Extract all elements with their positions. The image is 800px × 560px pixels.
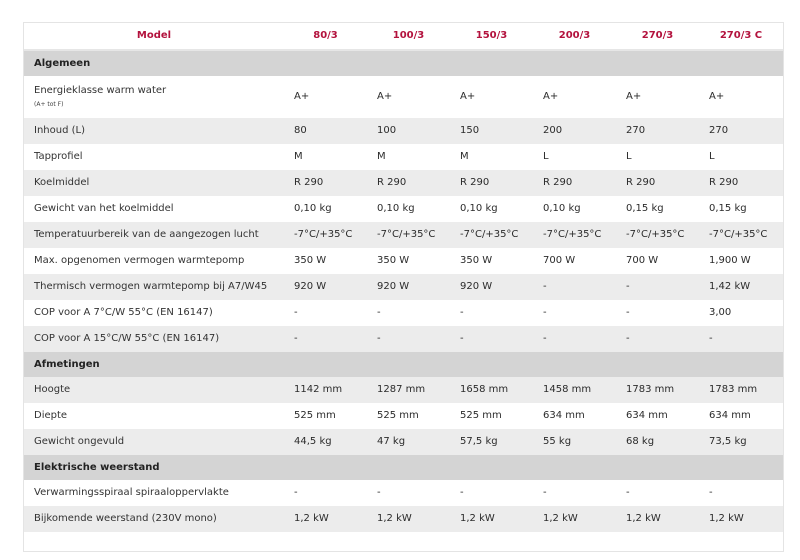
table-cell: 1,2 kW [450,506,533,532]
row-label: Inhoud (L) [24,118,284,144]
table-cell: 525 mm [284,403,367,429]
table-row [24,300,783,326]
table-row [24,274,783,300]
row-label: Koelmiddel [24,170,284,196]
table-cell: 920 W [284,274,367,300]
row-label: Max. opgenomen vermogen warmtepomp [24,248,284,274]
column-header-270-3: 270/3 [616,23,699,50]
table-cell: 150 [450,118,533,144]
column-header-270-3-c: 270/3 C [699,23,783,50]
section-title: Elektrische weerstand [24,455,783,480]
row-label: Diepte [24,403,284,429]
table-cell: 700 W [616,248,699,274]
table-cell: 350 W [284,248,367,274]
table-cell: 200 [533,118,616,144]
table-cell: R 290 [533,170,616,196]
row-label: Tapprofiel [24,144,284,170]
row-label: COP voor A 7°C/W 55°C (EN 16147) [24,300,284,326]
table-header-row [24,23,783,50]
table-cell: - [616,326,699,352]
table-cell: - [367,300,450,326]
table-cell: 1658 mm [450,377,533,403]
table-row [24,403,783,429]
table-cell: -7°C/+35°C [533,222,616,248]
table-cell: A+ [367,76,450,118]
table-cell: -7°C/+35°C [367,222,450,248]
table-cell: R 290 [699,170,783,196]
column-header-150-3: 150/3 [450,23,533,50]
table-cell: 55 kg [533,429,616,455]
table-cell: 1,42 kW [699,274,783,300]
table-cell: 1,2 kW [284,506,367,532]
table-cell: 68 kg [616,429,699,455]
table-cell: - [284,300,367,326]
column-header-200-3: 200/3 [533,23,616,50]
row-label: Temperatuurbereik van de aangezogen lucht [24,222,284,248]
table-cell: 1,900 W [699,248,783,274]
table-row [24,326,783,352]
table-cell: A+ [533,76,616,118]
table-cell: 0,10 kg [284,196,367,222]
table-cell: A+ [616,76,699,118]
table-cell: R 290 [284,170,367,196]
table-cell: 0,15 kg [616,196,699,222]
table-row [24,118,783,144]
table-row [24,506,783,532]
table-cell: 700 W [533,248,616,274]
table-cell: -7°C/+35°C [284,222,367,248]
row-label: Gewicht ongevuld [24,429,284,455]
row-label: Verwarmingsspiraal spiraaloppervlakte [24,480,284,506]
table-cell: A+ [450,76,533,118]
table-cell: - [284,326,367,352]
table-cell: -7°C/+35°C [450,222,533,248]
table-cell: L [533,144,616,170]
table-cell: 270 [699,118,783,144]
table-cell: - [533,274,616,300]
row-label: COP voor A 15°C/W 55°C (EN 16147) [24,326,284,352]
table-cell: M [367,144,450,170]
table-cell: 47 kg [367,429,450,455]
table-cell: 1458 mm [533,377,616,403]
table-cell: 634 mm [699,403,783,429]
section-header-afmetingen [24,352,783,377]
table-cell: L [616,144,699,170]
table-row [24,248,783,274]
column-header-model: Model [24,23,284,50]
table-cell: 0,10 kg [367,196,450,222]
table-cell: 73,5 kg [699,429,783,455]
table-row [24,222,783,248]
table-cell: 920 W [450,274,533,300]
table-cell: L [699,144,783,170]
table-cell: 57,5 kg [450,429,533,455]
table-cell: R 290 [450,170,533,196]
table-row [24,480,783,506]
table-cell: - [616,300,699,326]
table-cell: 100 [367,118,450,144]
table-cell: - [367,480,450,506]
table-cell: 1,2 kW [616,506,699,532]
table-cell: R 290 [367,170,450,196]
section-header-elektrische-weerstand [24,455,783,480]
table-cell: 1,2 kW [533,506,616,532]
table-cell: - [533,480,616,506]
table-cell: 525 mm [450,403,533,429]
row-label-text: Energieklasse warm water [34,85,167,96]
section-title: Algemeen [24,50,783,76]
table-cell: A+ [699,76,783,118]
table-cell: - [616,480,699,506]
table-cell: A+ [284,76,367,118]
table-cell: 0,15 kg [699,196,783,222]
table-row [24,144,783,170]
row-label: Thermisch vermogen warmtepomp bij A7/W45 [24,274,284,300]
table-cell: - [450,326,533,352]
table-cell: - [367,326,450,352]
table-cell: - [533,326,616,352]
table-cell: -7°C/+35°C [699,222,783,248]
table-cell: - [616,274,699,300]
table-cell: 634 mm [616,403,699,429]
table-cell: 1142 mm [284,377,367,403]
table-row [24,170,783,196]
table-cell: - [699,480,783,506]
table-cell: 3,00 [699,300,783,326]
table-row [24,377,783,403]
table-cell: 0,10 kg [450,196,533,222]
column-header-100-3: 100/3 [367,23,450,50]
table-cell: 0,10 kg [533,196,616,222]
table-cell: R 290 [616,170,699,196]
table-cell: 525 mm [367,403,450,429]
table-cell: M [284,144,367,170]
table-cell: 920 W [367,274,450,300]
table-cell: - [699,326,783,352]
table-cell: 634 mm [533,403,616,429]
column-header-80-3: 80/3 [284,23,367,50]
table-cell: M [450,144,533,170]
table-row [24,76,783,118]
table-cell: 350 W [367,248,450,274]
table-cell: 1783 mm [699,377,783,403]
spec-table-container [23,22,784,552]
table-cell: 270 [616,118,699,144]
row-label: Bijkomende weerstand (230V mono) [24,506,284,532]
spec-table [24,23,783,532]
section-title: Afmetingen [24,352,783,377]
row-sublabel: (A+ tot F) [34,101,64,108]
table-cell: 1287 mm [367,377,450,403]
table-cell: - [450,300,533,326]
table-cell: 80 [284,118,367,144]
row-label: Gewicht van het koelmiddel [24,196,284,222]
table-cell: - [450,480,533,506]
table-row [24,429,783,455]
table-cell: 1,2 kW [699,506,783,532]
table-cell: 1,2 kW [367,506,450,532]
section-header-algemeen [24,50,783,76]
table-row [24,196,783,222]
table-cell: - [533,300,616,326]
table-cell: 44,5 kg [284,429,367,455]
table-cell: 1783 mm [616,377,699,403]
table-cell: -7°C/+35°C [616,222,699,248]
row-label: Hoogte [24,377,284,403]
table-cell: 350 W [450,248,533,274]
row-label [24,76,284,118]
table-cell: - [284,480,367,506]
